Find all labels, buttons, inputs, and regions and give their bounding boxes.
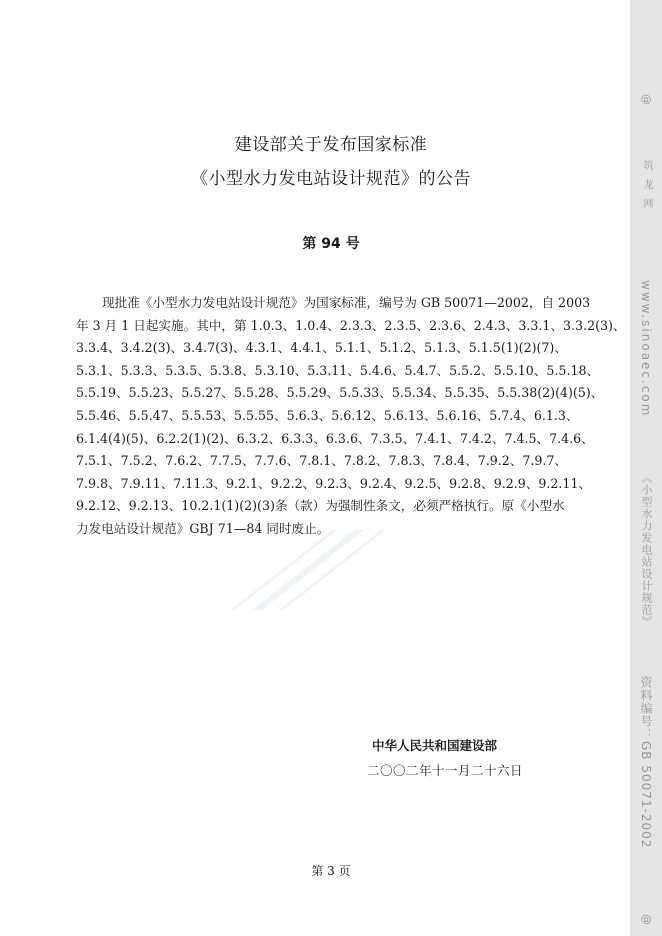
body-line: 3.3.4、3.4.2(3)、3.4.7(3)、4.3.1、4.4.1、5.1.1、5.1.2、5.1.3、5.1.5(1)(2)(7)、 [76,340,567,356]
side-banner [630,0,662,936]
announcement-number: 第 94 号 [302,236,360,252]
copyright-icon-top: @ [640,94,653,105]
body-line: 6.1.4(4)(5)、6.2.2(1)(2)、6.3.2、6.3.3、6.3.6、7.3.5、7.4.1、7.4.2、7.4.5、7.4.6、 [76,430,594,446]
body-line: 力发电站设计规范》GBJ 71—84 同时废止。 [76,520,330,536]
body-line: 5.5.46、5.5.47、5.5.53、5.5.55、5.6.3、5.6.12、5.6.13、5.6.16、5.7.4、6.1.3、 [76,407,579,423]
page-number: 第 3 页 [311,864,351,878]
watermark-logo [178,530,438,610]
copyright-icon-bottom: @ [640,914,653,925]
document-title-label: 《小型水力发电站设计规范》 [640,472,653,628]
document-code-label: 资料编号：GB 50071-2002 [639,676,653,849]
document-title-line-2: 《小型水力发电站设计规范》的公告 [191,169,471,189]
body-line: 7.9.8、7.9.11、7.11.3、9.2.1、9.2.2、9.2.3、9.2.4、9.2.5、9.2.8、9.2.9、9.2.11、 [76,475,592,491]
body-line: 年 3 月 1 日起实施。其中，第 1.0.3、1.0.4、2.3.3、2.3.5、2.3.6、2.4.3、3.3.1、3.3.2(3)、 [76,317,626,333]
document-title-line-1: 建设部关于发布国家标准 [234,135,428,155]
body-line: 5.5.19、5.5.23、5.5.27、5.5.28、5.5.29、5.5.33、5.5.34、5.5.35、5.5.38(2)(4)(5)、 [76,385,604,401]
body-line: 7.5.1、7.5.2、7.6.2、7.7.5、7.7.6、7.8.1、7.8.2、7.8.3、7.8.4、7.9.2、7.9.7、 [76,453,568,469]
announcement-body [76,292,626,541]
issuing-authority: 中华人民共和国建设部 [372,738,498,753]
body-line: 现批准《小型水力发电站设计规范》为国家标准，编号为 GB 50071—2002，自 2003 [102,295,591,310]
body-line: 9.2.12、9.2.13、10.2.1(1)(2)(3)条（款）为强制性条文，必须严格执行。原《小型水 [76,498,565,514]
body-line: 5.3.1、5.3.3、5.3.5、5.3.8、5.3.10、5.3.11、5.4.6、5.4.7、5.5.2、5.5.10、5.5.18、 [76,362,600,378]
website-label: www.sinoaec.com [639,280,653,418]
issue-date: 二〇〇二年十一月二十六日 [367,763,524,778]
brand-label: 筑龙网 [641,160,652,217]
